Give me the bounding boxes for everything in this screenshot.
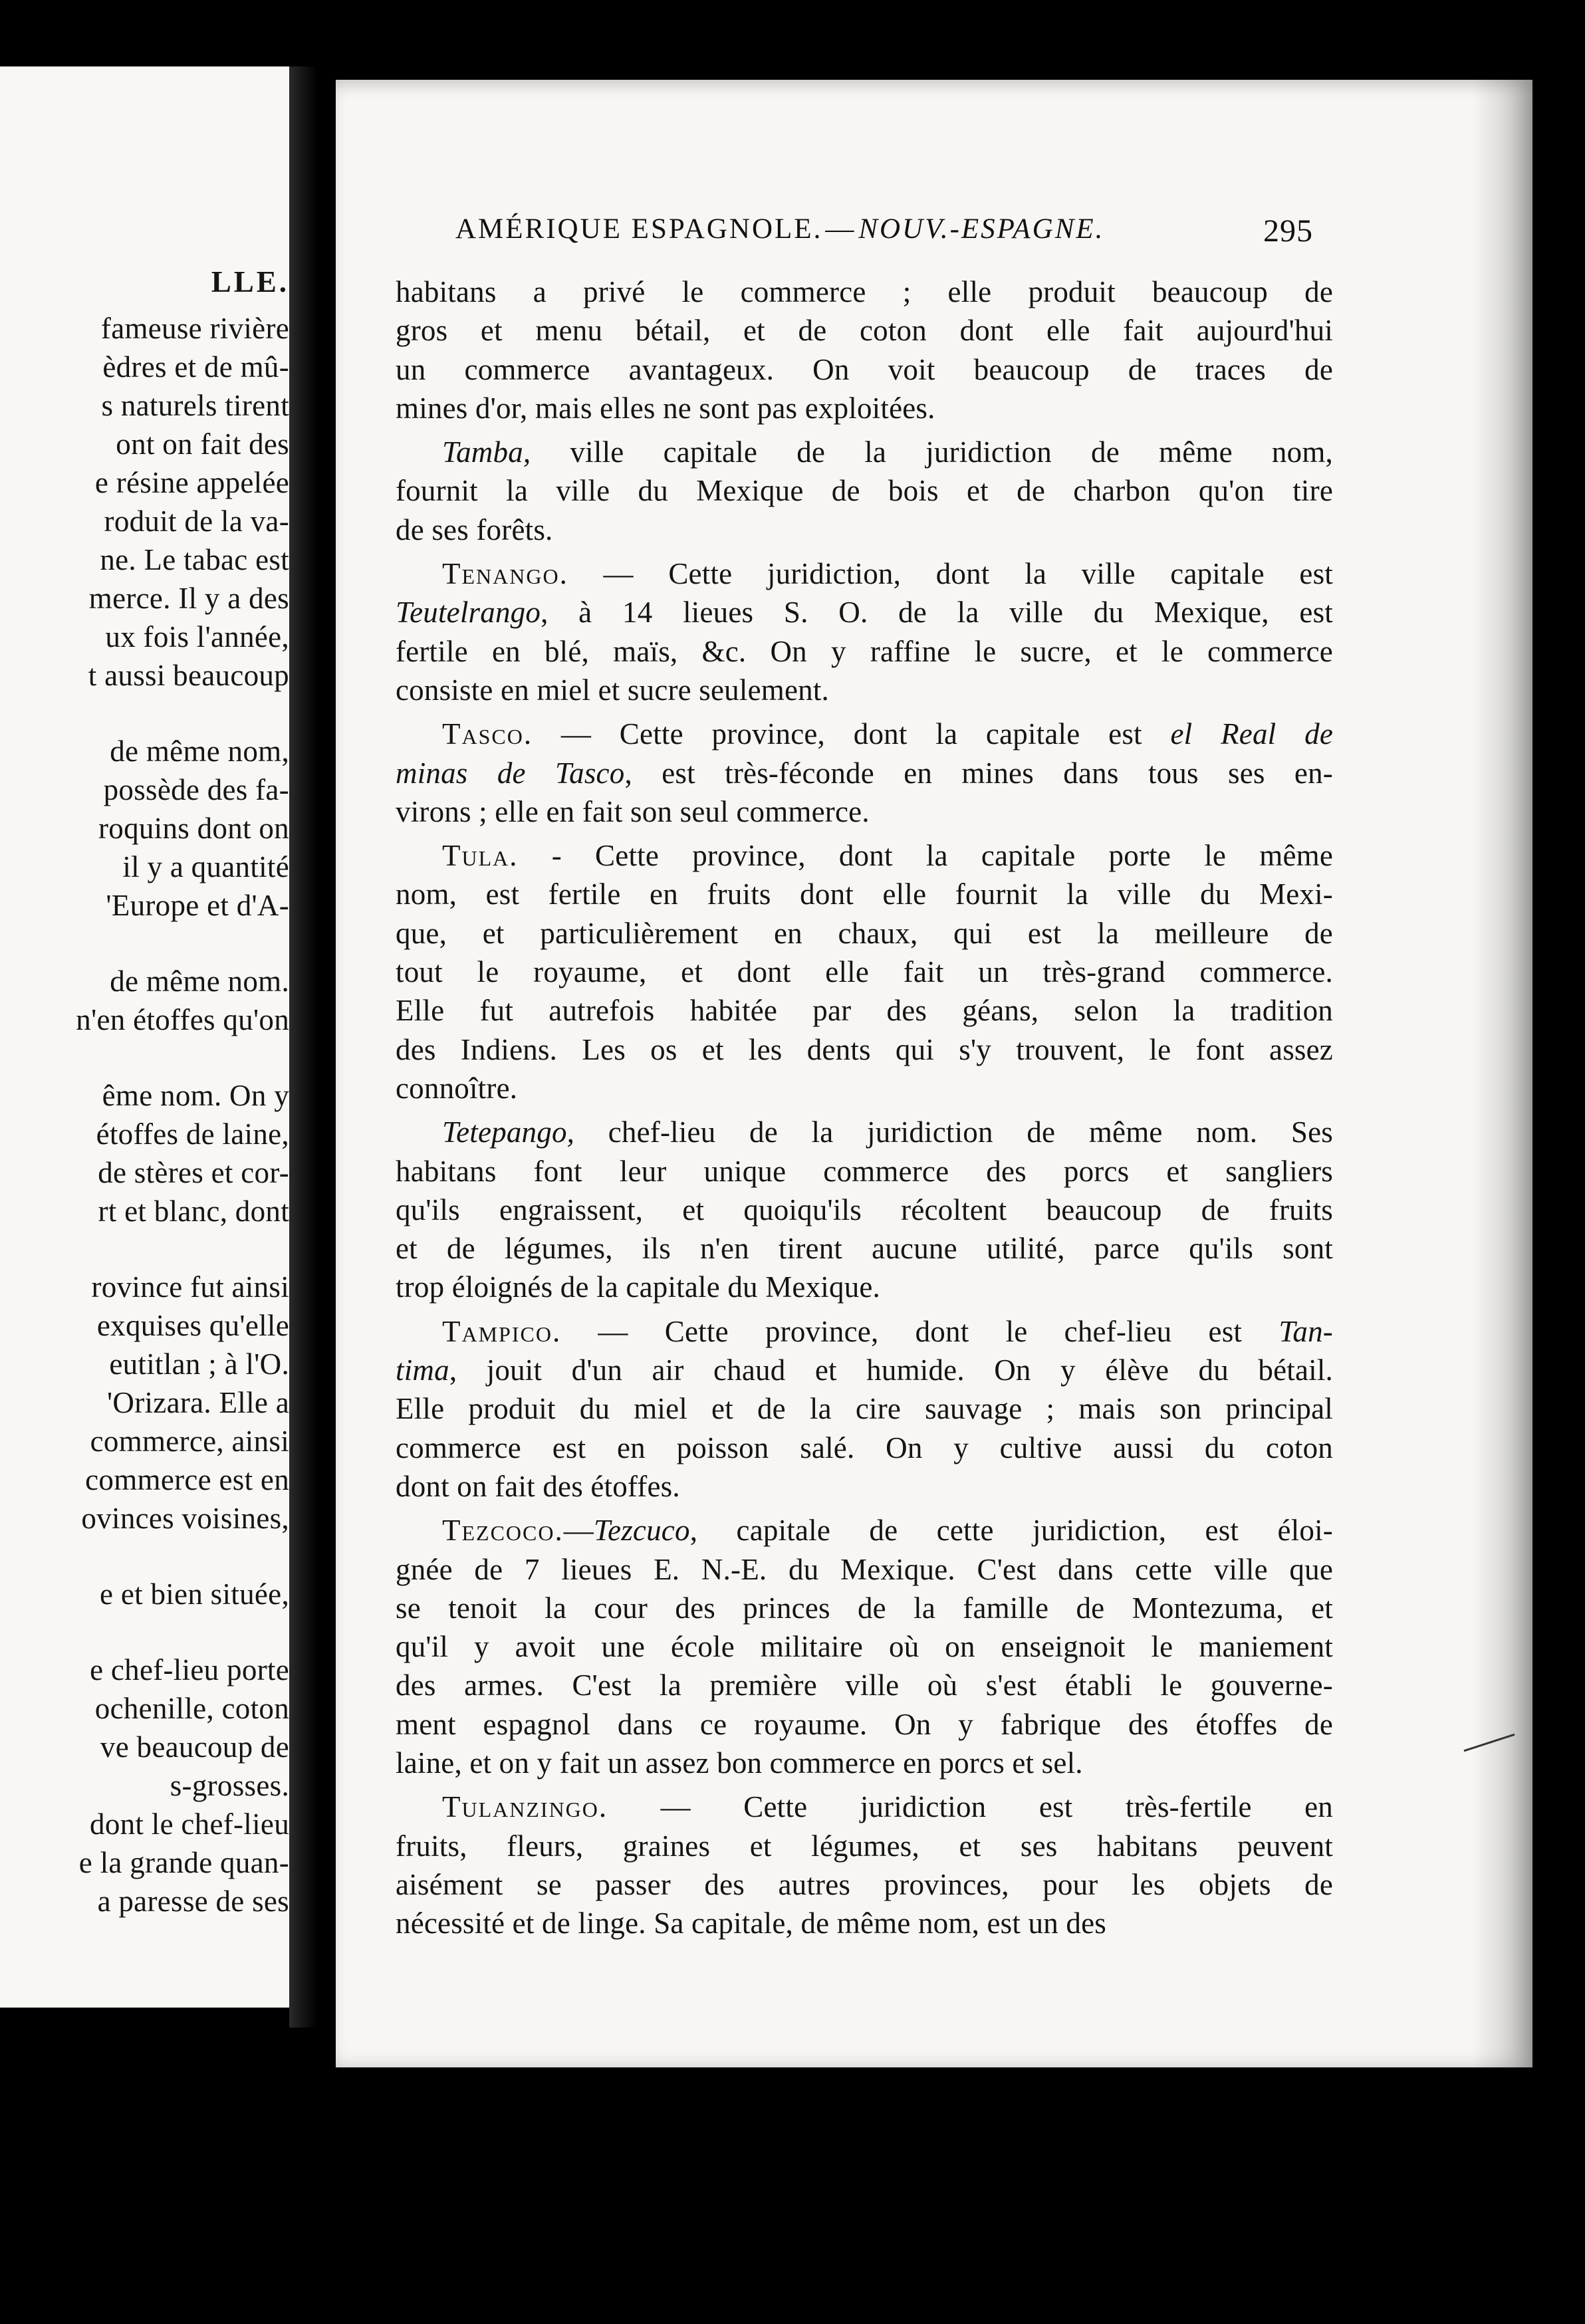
page-body-text bbox=[396, 273, 1333, 1948]
left-page-line: merce. Il y a des bbox=[88, 582, 289, 615]
text-line bbox=[396, 1788, 1333, 1826]
left-page-line: e et bien située, bbox=[100, 1577, 289, 1611]
right-page bbox=[336, 80, 1532, 2067]
text-segment: — bbox=[563, 1514, 594, 1548]
left-page-line: il y a quantité bbox=[122, 850, 289, 883]
left-page-line: e la grande quan- bbox=[78, 1846, 289, 1879]
text-line bbox=[396, 1511, 1333, 1550]
left-page-line: n'en étoffes qu'on bbox=[76, 1003, 289, 1036]
text-segment: — Cette province, dont la capitale est bbox=[533, 717, 1171, 751]
text-line bbox=[396, 1827, 1333, 1865]
italic-text: Tetepango, bbox=[442, 1115, 575, 1149]
text-segment: , à 14 lieues S. O. de la ville du Mexique, est bbox=[541, 596, 1333, 630]
text-segment: se tenoit la cour des princes de la famille de Montezuma, et bbox=[396, 1591, 1333, 1625]
text-segment: et de légumes, ils n'en tirent aucune utilité, parce qu'ils sont bbox=[396, 1232, 1333, 1266]
text-line bbox=[396, 991, 1333, 1030]
text-segment: gnée de 7 lieues E. N.-E. du Mexique. C'est dans cette ville que bbox=[396, 1552, 1333, 1586]
left-page-line: de même nom. bbox=[110, 965, 289, 998]
text-segment: ville capitale de la juridiction de même nom, bbox=[531, 435, 1333, 469]
left-page-gap bbox=[0, 1613, 289, 1651]
left-page-gap bbox=[0, 925, 289, 962]
paragraph bbox=[396, 433, 1333, 549]
text-line bbox=[396, 350, 1333, 389]
text-line bbox=[396, 1589, 1333, 1627]
text-segment: — Cette province, dont le chef-lieu est bbox=[561, 1314, 1279, 1348]
text-segment: Elle fut autrefois habitée par des géans, selon la tradition bbox=[396, 994, 1333, 1028]
text-segment: fournit la ville du Mexique de bois et de charbon qu'on tire bbox=[396, 474, 1333, 508]
book-gutter bbox=[289, 66, 336, 2028]
text-line bbox=[396, 792, 1333, 831]
text-segment: — Cette juridiction est très-fertile en bbox=[608, 1790, 1333, 1824]
place-name-heading: Tampico. bbox=[442, 1314, 562, 1348]
left-page-line: e résine appelée bbox=[94, 466, 289, 499]
paragraph bbox=[396, 273, 1333, 427]
text-line bbox=[396, 715, 1333, 753]
left-page-line: s naturels tirent bbox=[101, 389, 289, 422]
left-page-line: ovinces voisines, bbox=[81, 1502, 289, 1535]
left-page-text bbox=[0, 263, 289, 1920]
italic-text: minas de Tasco bbox=[396, 756, 625, 790]
text-line bbox=[396, 754, 1333, 792]
italic-text: Tamba, bbox=[442, 435, 531, 469]
left-page-line: possède des fa- bbox=[103, 773, 289, 806]
text-line bbox=[396, 1429, 1333, 1467]
text-line bbox=[396, 953, 1333, 991]
left-page-line: ne. Le tabac est bbox=[100, 543, 289, 576]
paragraph bbox=[396, 554, 1333, 709]
text-line bbox=[396, 1069, 1333, 1107]
text-segment: — Cette juridiction, dont la ville capitale est bbox=[568, 557, 1333, 591]
running-head-subsection: NOUV.-ESPAGNE. bbox=[858, 213, 1105, 245]
text-segment: gros et menu bétail, et de coton dont elle fait aujourd'hui bbox=[396, 314, 1333, 348]
text-line bbox=[396, 1389, 1333, 1428]
text-line bbox=[396, 1550, 1333, 1589]
text-segment: connoître. bbox=[396, 1071, 518, 1105]
left-page-line: commerce est en bbox=[85, 1463, 289, 1496]
text-line bbox=[396, 593, 1333, 632]
text-segment: , capitale de cette juridiction, est éloi- bbox=[689, 1514, 1333, 1548]
paragraph bbox=[396, 1312, 1333, 1506]
text-segment: chef-lieu de la juridiction de même nom. Ses bbox=[574, 1115, 1333, 1149]
paragraph bbox=[396, 1788, 1333, 1942]
text-segment: laine, et on y fait un assez bon commerce en porcs et sel. bbox=[396, 1746, 1083, 1780]
left-page-line: ux fois l'année, bbox=[105, 620, 289, 653]
text-segment: de ses forêts. bbox=[396, 513, 553, 546]
text-line bbox=[396, 914, 1333, 953]
paragraph bbox=[396, 715, 1333, 831]
place-name-heading: Tezcoco. bbox=[442, 1514, 564, 1548]
left-page-gap bbox=[0, 1538, 289, 1575]
text-line bbox=[396, 632, 1333, 671]
text-line bbox=[396, 1351, 1333, 1389]
left-page-line: èdres et de mû- bbox=[102, 350, 289, 384]
text-segment: tout le royaume, et dont elle fait un très-grand commerce. bbox=[396, 955, 1333, 989]
left-page-line: s-grosses. bbox=[170, 1769, 289, 1802]
left-page-running-head: LLE. bbox=[211, 265, 289, 298]
text-line bbox=[396, 554, 1333, 593]
left-page-line: roquins dont on bbox=[98, 812, 289, 845]
running-head bbox=[455, 213, 1340, 245]
text-line bbox=[396, 1030, 1333, 1069]
paragraph bbox=[396, 836, 1333, 1107]
text-segment: commerce est en poisson salé. On y cultive aussi du coton bbox=[396, 1431, 1333, 1464]
text-segment: qu'ils engraissent, et quoiqu'ils récoltent beaucoup de fruits bbox=[396, 1193, 1333, 1226]
left-page-gap bbox=[0, 1039, 289, 1076]
text-line bbox=[396, 1744, 1333, 1782]
text-segment: nécessité et de linge. Sa capitale, de même nom, est un des bbox=[396, 1907, 1106, 1940]
text-segment: mines d'or, mais elles ne sont pas exploitées. bbox=[396, 391, 935, 425]
text-segment: aisément se passer des autres provinces, pour les objets de bbox=[396, 1867, 1333, 1901]
text-line bbox=[396, 1152, 1333, 1191]
text-line bbox=[396, 273, 1333, 311]
text-line bbox=[396, 1705, 1333, 1744]
italic-text: tima bbox=[396, 1353, 449, 1387]
text-segment: ment espagnol dans ce royaume. On y fabrique des étoffes de bbox=[396, 1707, 1333, 1741]
text-segment: des Indiens. Les os et les dents qui s'y trouvent, le font assez bbox=[396, 1032, 1333, 1066]
left-page-line: eutitlan ; à l'O. bbox=[109, 1347, 289, 1381]
italic-text: el Real de bbox=[1170, 717, 1334, 751]
text-segment: habitans a privé le commerce ; elle produit beaucoup de bbox=[396, 275, 1333, 308]
left-page-line: dont le chef-lieu bbox=[90, 1807, 289, 1841]
left-page-line: de même nom, bbox=[110, 735, 289, 768]
place-name-heading: Tasco. bbox=[442, 717, 533, 751]
left-page-line: roduit de la va- bbox=[104, 505, 289, 538]
left-page-line: exquises qu'elle bbox=[96, 1309, 289, 1342]
text-line bbox=[396, 311, 1333, 350]
left-page-line: t aussi beaucoup bbox=[88, 659, 289, 692]
text-segment: fruits, fleurs, graines et légumes, et ses habitans peuvent bbox=[396, 1829, 1333, 1863]
text-line bbox=[396, 433, 1333, 471]
text-line bbox=[396, 875, 1333, 913]
left-page-line: commerce, ainsi bbox=[90, 1425, 289, 1458]
text-segment: que, et particulièrement en chaux, qui est la meilleure de bbox=[396, 916, 1333, 950]
paragraph bbox=[396, 1511, 1333, 1782]
text-line bbox=[396, 1865, 1333, 1904]
left-page-line: ochenille, coton bbox=[94, 1692, 289, 1725]
left-page-line: rt et blanc, dont bbox=[98, 1195, 289, 1228]
text-segment: habitans font leur unique commerce des porcs et sangliers bbox=[396, 1154, 1333, 1188]
text-line bbox=[396, 389, 1333, 427]
text-segment: , jouit d'un air chaud et humide. On y élève du bétail. bbox=[449, 1353, 1333, 1387]
text-line bbox=[396, 471, 1333, 510]
left-page-line: 'Orizara. Elle a bbox=[107, 1386, 289, 1419]
text-segment: nom, est fertile en fruits dont elle fournit la ville du Mexi- bbox=[396, 877, 1333, 911]
text-line bbox=[396, 1467, 1333, 1506]
left-page-line: a paresse de ses bbox=[97, 1885, 289, 1918]
text-line bbox=[396, 1113, 1333, 1151]
text-line bbox=[396, 671, 1333, 709]
italic-text: Teutelrango bbox=[396, 596, 541, 630]
text-line bbox=[396, 1312, 1333, 1351]
text-segment: , est très-féconde en mines dans tous ses en- bbox=[624, 756, 1333, 790]
page-number: 295 bbox=[1263, 213, 1313, 249]
text-segment: fertile en blé, maïs, &c. On y raffine le sucre, et le commerce bbox=[396, 634, 1333, 668]
left-page-line: e chef-lieu porte bbox=[90, 1653, 289, 1686]
text-line bbox=[396, 1666, 1333, 1704]
left-page-line: ême nom. On y bbox=[102, 1079, 289, 1112]
place-name-heading: Tula. bbox=[442, 839, 519, 873]
text-segment: un commerce avantageux. On voit beaucoup de traces de bbox=[396, 352, 1333, 386]
text-line bbox=[396, 511, 1333, 549]
running-head-section: AMÉRIQUE ESPAGNOLE. bbox=[455, 213, 823, 245]
text-line bbox=[396, 1627, 1333, 1666]
text-segment: des armes. C'est la première ville où s'est établi le gouverne- bbox=[396, 1669, 1333, 1702]
running-head-separator: — bbox=[825, 213, 856, 245]
left-page-gap bbox=[0, 695, 289, 732]
left-page-gap bbox=[0, 1230, 289, 1268]
text-line bbox=[396, 1904, 1333, 1942]
text-segment: qu'il y avoit une école militaire où on enseignoit le maniement bbox=[396, 1630, 1333, 1664]
place-name-heading: Tulanzingo. bbox=[442, 1790, 608, 1824]
text-segment: - Cette province, dont la capitale porte le même bbox=[518, 839, 1333, 873]
left-page-line: de stères et cor- bbox=[98, 1156, 289, 1189]
left-page-line: fameuse rivière bbox=[100, 312, 289, 345]
italic-text: Tan- bbox=[1279, 1314, 1333, 1348]
text-segment: Elle produit du miel et de la cire sauvage ; mais son principal bbox=[396, 1392, 1333, 1426]
text-segment: dont on fait des étoffes. bbox=[396, 1469, 680, 1503]
left-page-line: ve beaucoup de bbox=[100, 1730, 289, 1764]
text-line bbox=[396, 1229, 1333, 1268]
left-page-line: étoffes de laine, bbox=[96, 1117, 289, 1151]
text-line bbox=[396, 1191, 1333, 1229]
text-line bbox=[396, 1268, 1333, 1306]
left-page-line: ont on fait des bbox=[116, 427, 289, 461]
text-segment: virons ; elle en fait son seul commerce. bbox=[396, 794, 870, 828]
place-name-heading: Tenango. bbox=[442, 557, 568, 591]
text-segment: trop éloignés de la capitale du Mexique. bbox=[396, 1270, 881, 1304]
italic-text: Tezcuco bbox=[593, 1514, 690, 1548]
left-page-line: 'Europe et d'A- bbox=[106, 889, 289, 922]
left-page-line: rovince fut ainsi bbox=[91, 1270, 289, 1304]
text-segment: consiste en miel et sucre seulement. bbox=[396, 673, 829, 707]
left-page-fragment bbox=[0, 66, 289, 2008]
paragraph bbox=[396, 1113, 1333, 1306]
text-line bbox=[396, 836, 1333, 875]
